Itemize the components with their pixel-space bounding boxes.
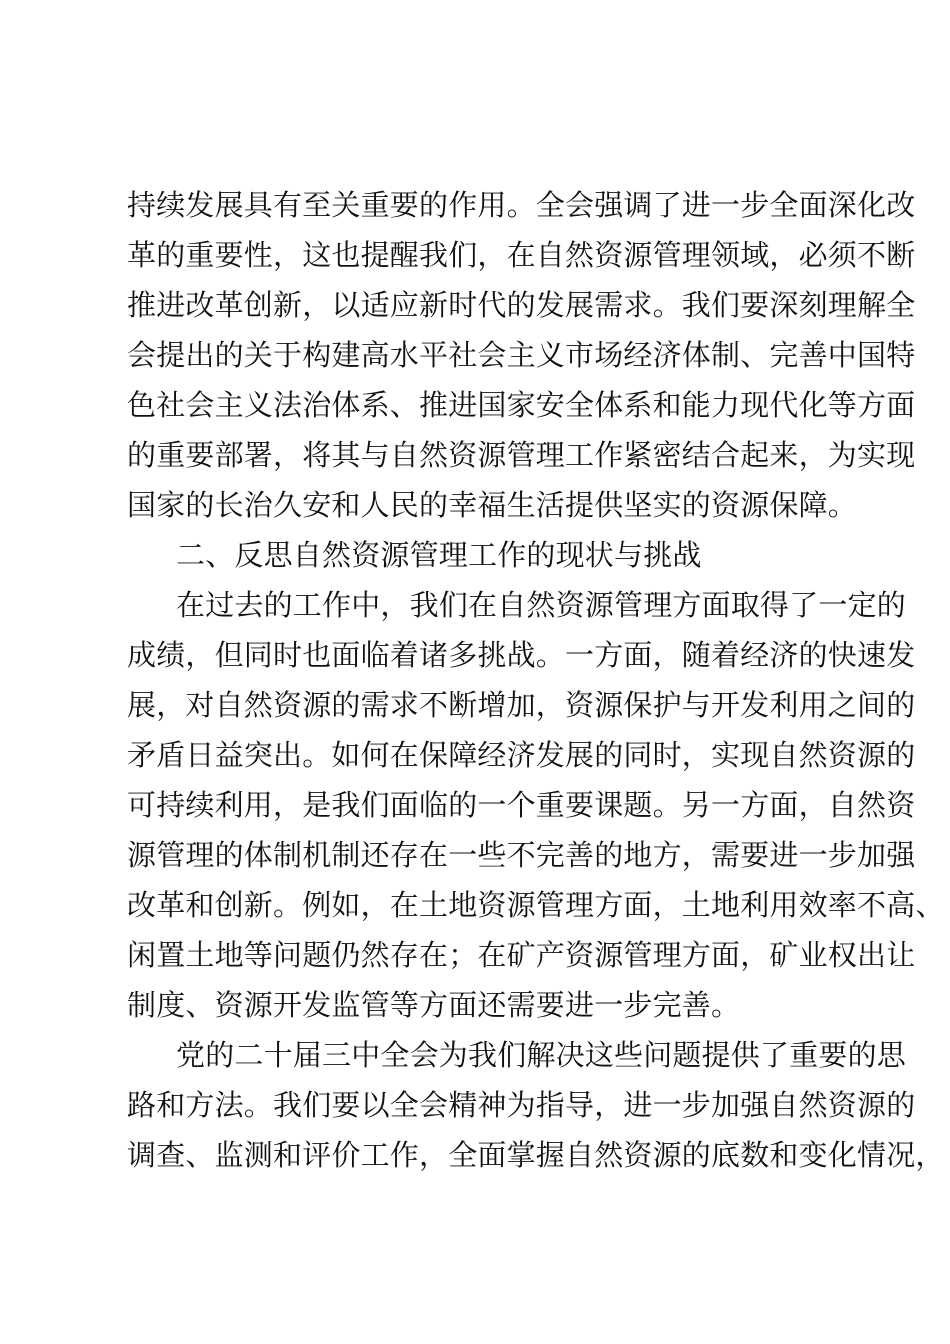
text-line: 展，对自然资源的需求不断增加，资源保护与开发利用之间的 bbox=[127, 688, 916, 722]
text-line: 国家的长治久安和人民的幸福生活提供坚实的资源保障。 bbox=[127, 488, 858, 522]
text-line: 推进改革创新，以适应新时代的发展需求。我们要深刻理解全 bbox=[127, 288, 916, 322]
text-line: 党的二十届三中全会为我们解决这些问题提供了重要的思 bbox=[176, 1038, 907, 1072]
text-line: 源管理的体制机制还存在一些不完善的地方，需要进一步加强 bbox=[127, 838, 916, 872]
text-line: 成绩，但同时也面临着诸多挑战。一方面，随着经济的快速发 bbox=[127, 638, 916, 672]
text-line: 制度、资源开发监管等方面还需要进一步完善。 bbox=[127, 988, 741, 1022]
text-line: 矛盾日益突出。如何在保障经济发展的同时，实现自然资源的 bbox=[127, 738, 916, 772]
text-line: 会提出的关于构建高水平社会主义市场经济体制、完善中国特 bbox=[127, 338, 916, 372]
text-line: 闲置土地等问题仍然存在；在矿产资源管理方面，矿业权出让 bbox=[127, 938, 916, 972]
text-line: 色社会主义法治体系、推进国家安全体系和能力现代化等方面 bbox=[127, 388, 916, 422]
text-line: 改革和创新。例如，在土地资源管理方面，土地利用效率不高、 bbox=[127, 888, 945, 922]
text-line: 的重要部署，将其与自然资源管理工作紧密结合起来，为实现 bbox=[127, 438, 916, 472]
text-line: 在过去的工作中，我们在自然资源管理方面取得了一定的 bbox=[176, 588, 907, 622]
text-line: 调查、监测和评价工作，全面掌握自然资源的底数和变化情况， bbox=[127, 1138, 945, 1172]
section-heading: 二、反思自然资源管理工作的现状与挑战 bbox=[176, 538, 702, 572]
text-line: 持续发展具有至关重要的作用。全会强调了进一步全面深化改 bbox=[127, 188, 916, 222]
text-line: 路和方法。我们要以全会精神为指导，进一步加强自然资源的 bbox=[127, 1088, 916, 1122]
text-line: 革的重要性，这也提醒我们，在自然资源管理领域，必须不断 bbox=[127, 238, 916, 272]
text-line: 可持续利用，是我们面临的一个重要课题。另一方面，自然资 bbox=[127, 788, 916, 822]
